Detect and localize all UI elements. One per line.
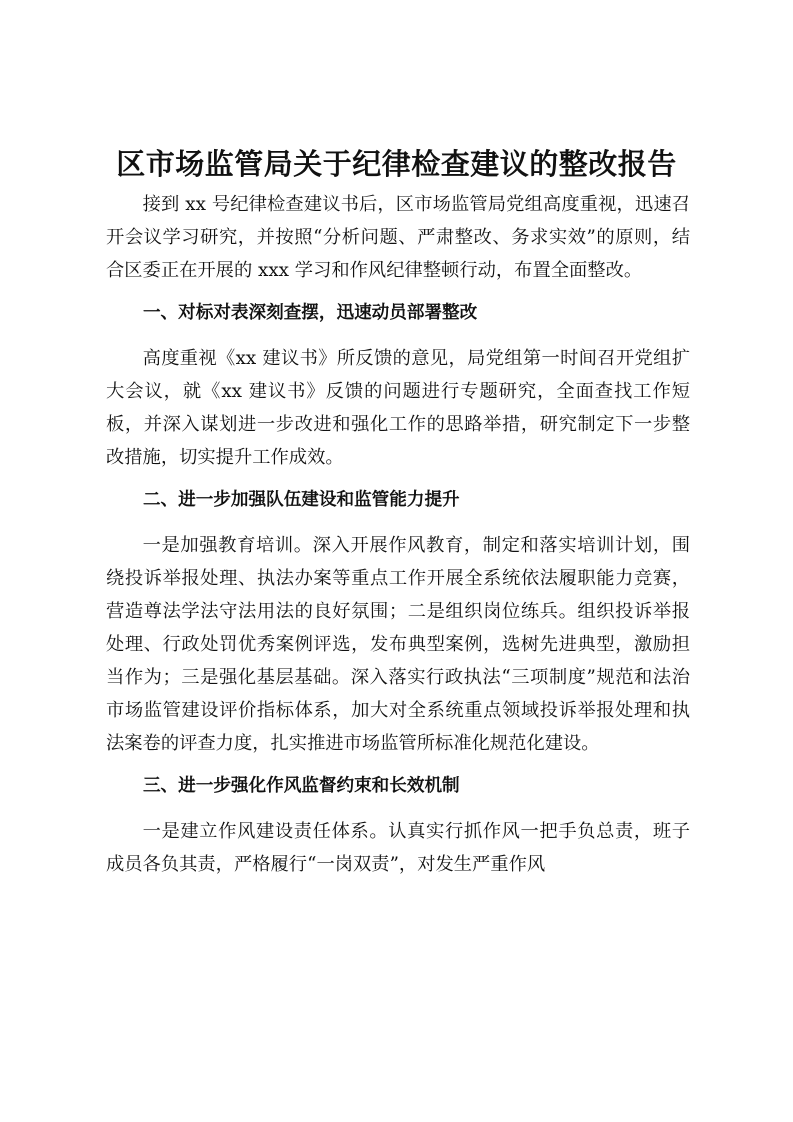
- section-2-heading: 二、进一步加强队伍建设和监管能力提升: [142, 490, 460, 510]
- section-2-paragraph: 一是加强教育培训。深入开展作风教育，制定和落实培训计划，围绕投诉举报处理、执法办案等重点工作开展全系统依法履职能力竞赛，营造尊法学法守法用法的良好氛围；二是组织岗位练兵。组织投诉举报处理、行政处罚优秀案例评选，发布典型案例，选树先进典型，激励担当作为；三是强化基层基础。深入落实行政执法“三项制度”规范和法治市场监管建设评价指标体系，加大对全系统重点领域投诉举报处理和执法案卷的评查力度，扎实推进市场监管所标准化规范化建设。: [106, 535, 690, 754]
- section-1-paragraph: 高度重视《xx 建议书》所反馈的意见，局党组第一时间召开党组扩大会议，就《xx 建议书》反馈的问题进行专题研究，全面查找工作短板，并深入谋划进一步改进和强化工作的思路举措，研究制定下一步整改措施，切实提升工作成效。: [106, 348, 690, 468]
- section-2: [106, 484, 690, 760]
- section-3-paragraph: 一是建立作风建设责任体系。认真实行抓作风一把手负总责，班子成员各负其责，严格履行“一岗双责”，对发生严重作风: [106, 821, 690, 875]
- section-3: [106, 770, 690, 881]
- document-title: 区市场监管局关于纪律检查建议的整改报告: [116, 147, 677, 181]
- section-3-heading: 三、进一步强化作风监督约束和长效机制: [142, 776, 460, 796]
- intro-paragraph: 接到 xx 号纪律检查建议书后，区市场监管局党组高度重视，迅速召开会议学习研究，并按照“分析问题、严肃整改、务求实效”的原则，结合区委正在开展的 xxx 学习和作风纪律整顿行动，布置全面整改。: [106, 194, 690, 281]
- section-1: [106, 297, 690, 474]
- document-body: [106, 188, 690, 881]
- section-1-heading: 一、对标对表深刻查摆，迅速动员部署整改: [142, 303, 478, 323]
